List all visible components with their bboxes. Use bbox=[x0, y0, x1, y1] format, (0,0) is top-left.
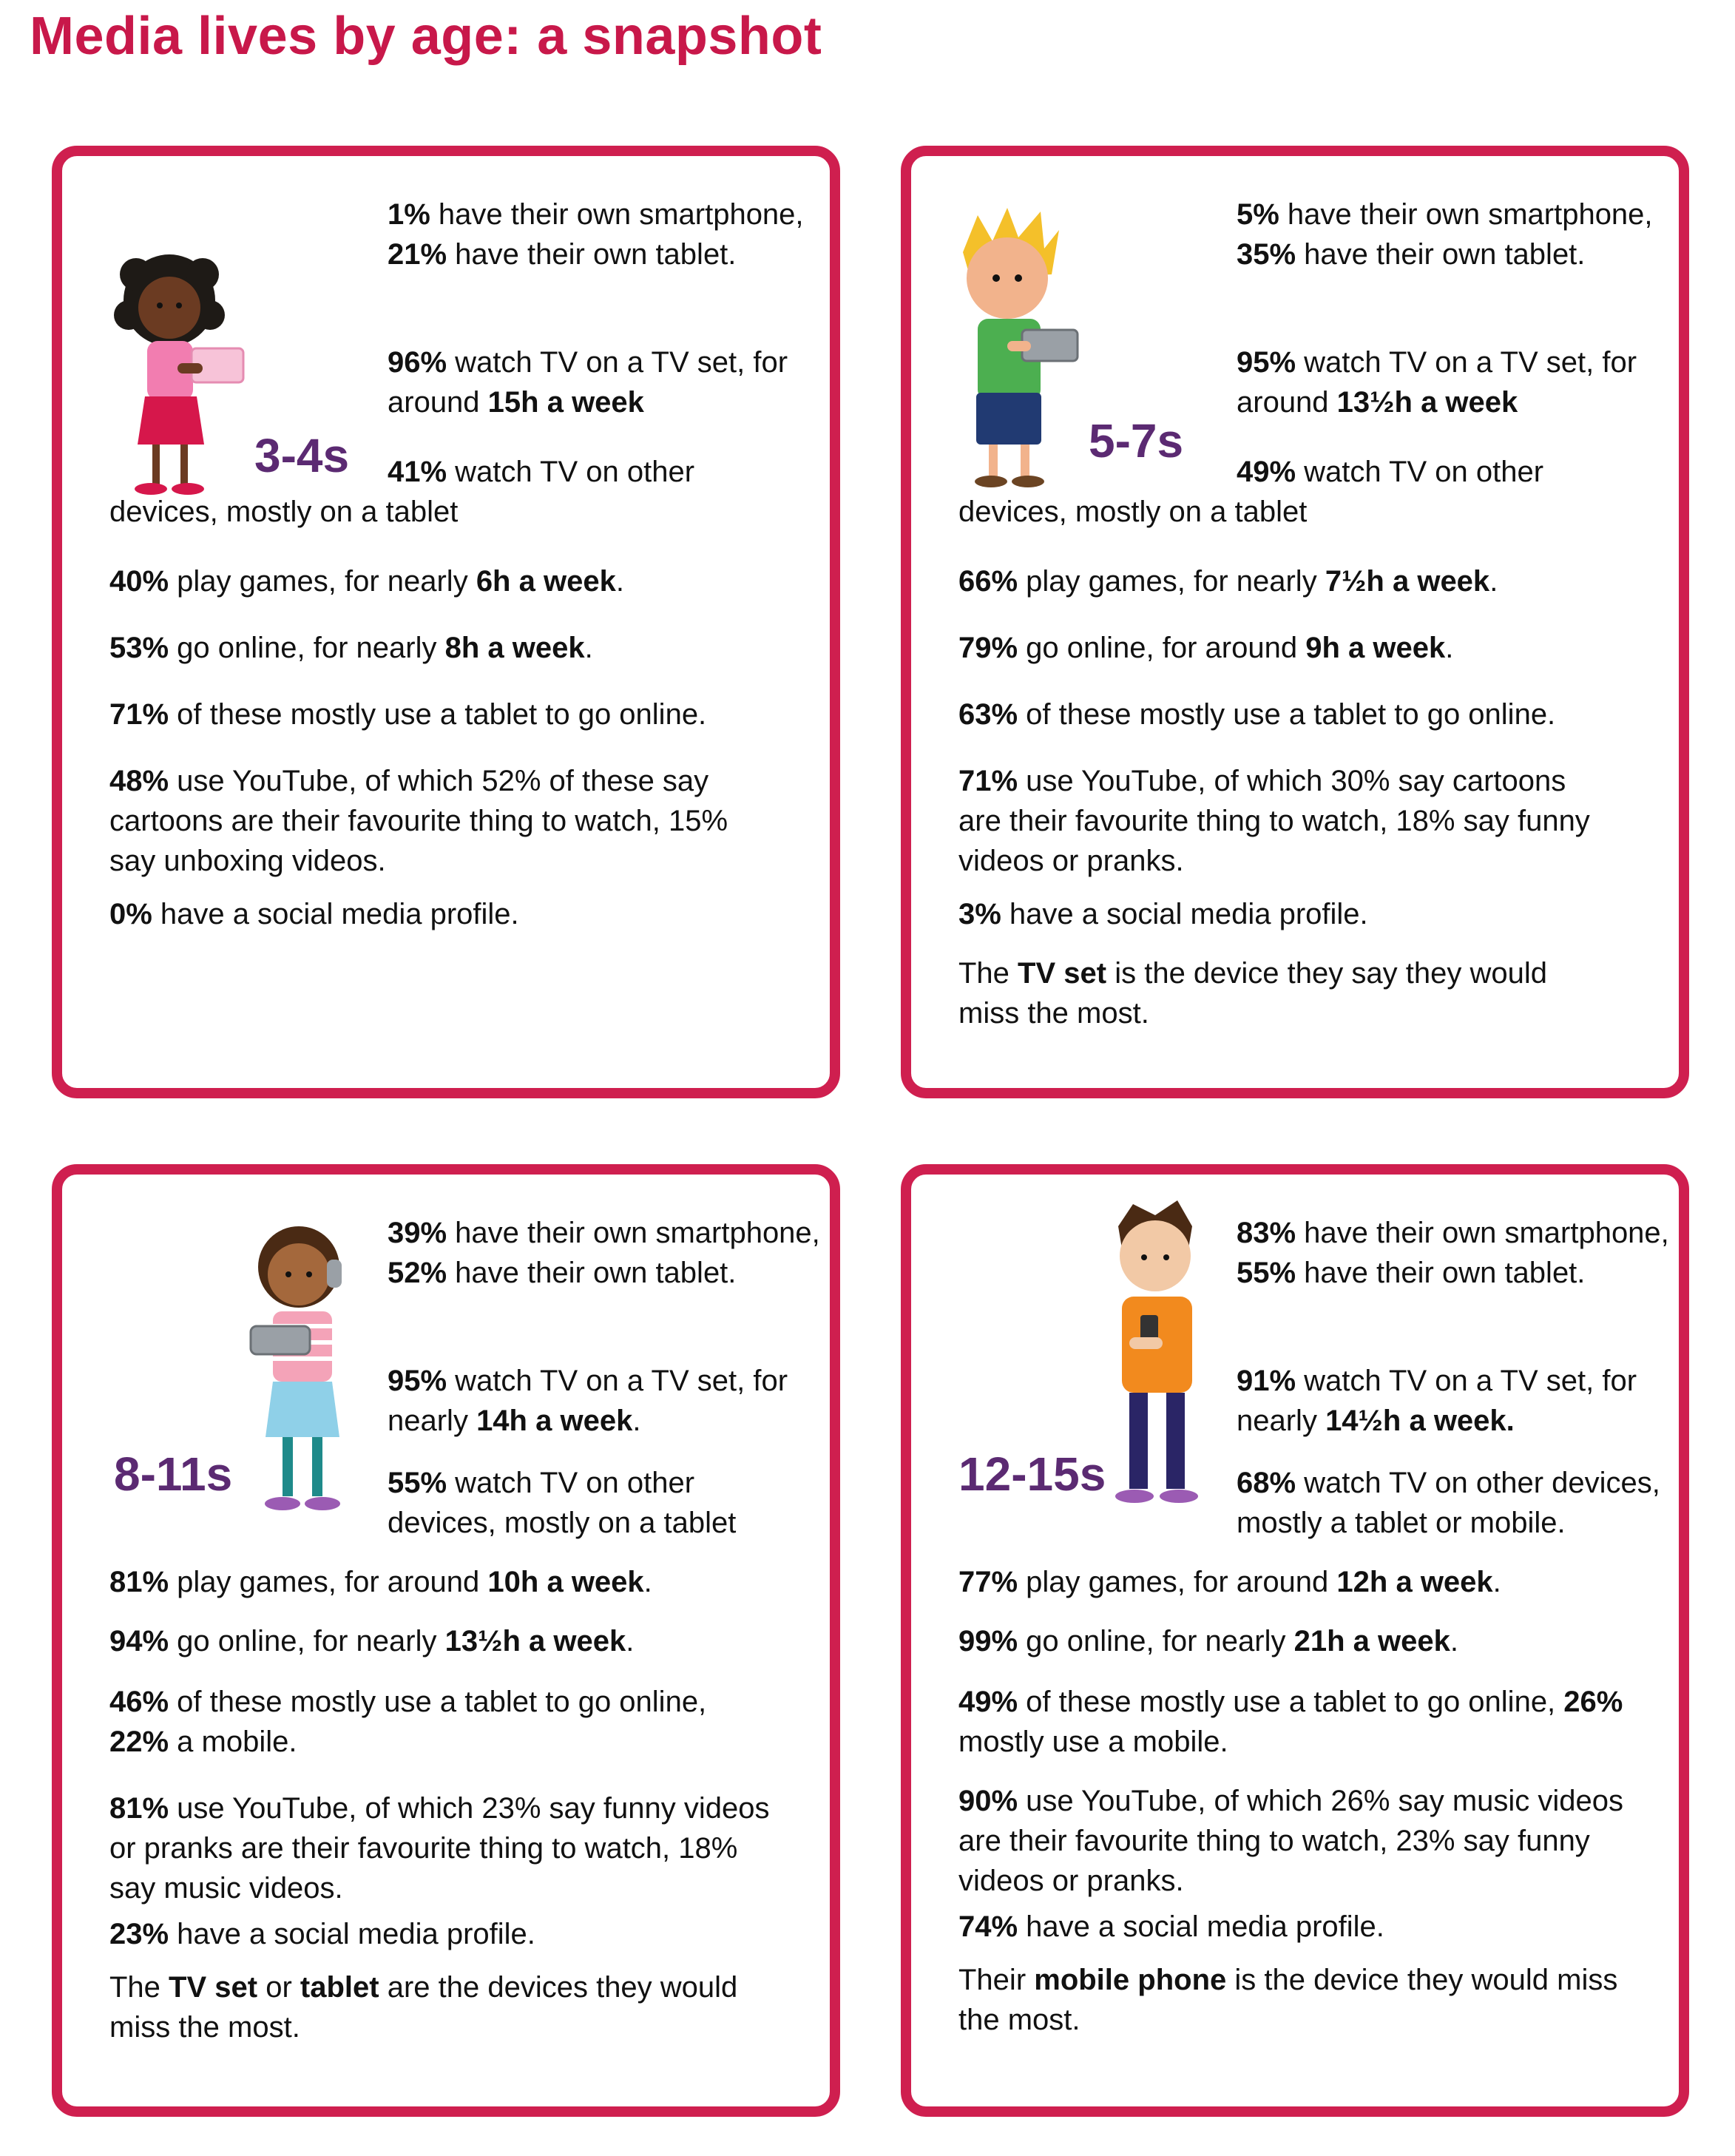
stat-social-media: 74% have a social media profile. bbox=[958, 1910, 1384, 1943]
stat-other-devices: 68% watch TV on other devices, mostly a tablet or mobile. bbox=[1237, 1467, 1660, 1539]
stat-games: 77% play games, for around 12h a week. bbox=[958, 1566, 1501, 1598]
panel-5-7s bbox=[901, 146, 1689, 1098]
stat-games: 66% play games, for nearly 7½h a week. bbox=[958, 565, 1498, 598]
stat-other-devices: 49% watch TV on other devices, mostly on a tablet bbox=[958, 456, 1544, 528]
stat-smartphone: 1% have their own smartphone, 21% have their own tablet. bbox=[388, 198, 804, 271]
stat-smartphone: 5% have their own smartphone, 35% have their own tablet. bbox=[1237, 198, 1653, 271]
stat-smartphone: 39% have their own smartphone, 52% have their own tablet. bbox=[388, 1217, 820, 1289]
stat-youtube: 71% use YouTube, of which 30% say cartoons are their favourite thing to watch, 18% say funny videos or pranks. bbox=[958, 765, 1590, 877]
panel-12-15s bbox=[901, 1164, 1689, 2117]
teen-with-phone-icon bbox=[1089, 1197, 1222, 1530]
stat-tv-set: 96% watch TV on a TV set, for around 15h a week bbox=[388, 346, 788, 419]
stat-games: 40% play games, for nearly 6h a week. bbox=[109, 565, 624, 598]
stat-tv-set: 95% watch TV on a TV set, for around 13½h a week bbox=[1237, 346, 1637, 419]
stat-miss-most: The TV set is the device they say they would miss the most. bbox=[958, 957, 1547, 1030]
stat-games: 81% play games, for around 10h a week. bbox=[109, 1566, 652, 1598]
stat-miss-most: Their mobile phone is the device they would miss the most. bbox=[958, 1964, 1618, 2036]
stat-tv-set: 95% watch TV on a TV set, for nearly 14h a week. bbox=[388, 1365, 788, 1437]
stat-social-media: 0% have a social media profile. bbox=[109, 898, 519, 930]
stat-miss-most: The TV set or tablet are the devices they would miss the most. bbox=[109, 1971, 738, 2044]
stat-youtube: 48% use YouTube, of which 52% of these say cartoons are their favourite thing to watch, 15% say unboxing videos. bbox=[109, 765, 728, 877]
stat-tablet-online: 46% of these mostly use a tablet to go online, 22% a mobile. bbox=[109, 1686, 707, 1758]
stat-online: 53% go online, for nearly 8h a week. bbox=[109, 632, 593, 664]
stat-youtube: 81% use YouTube, of which 23% say funny videos or pranks are their favourite thing to watch, 18% say music videos. bbox=[109, 1792, 770, 1905]
age-label: 12-15s bbox=[958, 1447, 1106, 1501]
stat-social-media: 3% have a social media profile. bbox=[958, 898, 1368, 930]
age-label: 8-11s bbox=[114, 1447, 233, 1501]
panel-3-4s bbox=[52, 146, 840, 1098]
stat-tablet-online: 71% of these mostly use a tablet to go online. bbox=[109, 698, 707, 731]
girl-with-headphones-icon bbox=[240, 1215, 373, 1526]
stat-tablet-online: 63% of these mostly use a tablet to go online. bbox=[958, 698, 1556, 731]
panel-8-11s bbox=[52, 1164, 840, 2117]
stat-tv-set: 91% watch TV on a TV set, for nearly 14½h a week. bbox=[1237, 1365, 1637, 1437]
stat-online: 94% go online, for nearly 13½h a week. bbox=[109, 1625, 635, 1657]
stat-youtube: 90% use YouTube, of which 26% say music videos are their favourite thing to watch, 23% say funny videos or pranks. bbox=[958, 1785, 1624, 1897]
stat-tablet-online: 49% of these mostly use a tablet to go online, 26% mostly use a mobile. bbox=[958, 1686, 1623, 1758]
stat-online: 79% go online, for around 9h a week. bbox=[958, 632, 1454, 664]
stat-online: 99% go online, for nearly 21h a week. bbox=[958, 1625, 1458, 1657]
age-label: 5-7s bbox=[1089, 414, 1184, 467]
age-label: 3-4s bbox=[254, 429, 350, 482]
stat-other-devices: 55% watch TV on other devices, mostly on a tablet bbox=[388, 1467, 737, 1539]
stat-social-media: 23% have a social media profile. bbox=[109, 1918, 535, 1950]
page-title: Media lives by age: a snapshot bbox=[30, 7, 822, 66]
stat-other-devices: 41% watch TV on other devices, mostly on a tablet bbox=[109, 456, 695, 528]
stat-smartphone: 83% have their own smartphone, 55% have their own tablet. bbox=[1237, 1217, 1669, 1289]
